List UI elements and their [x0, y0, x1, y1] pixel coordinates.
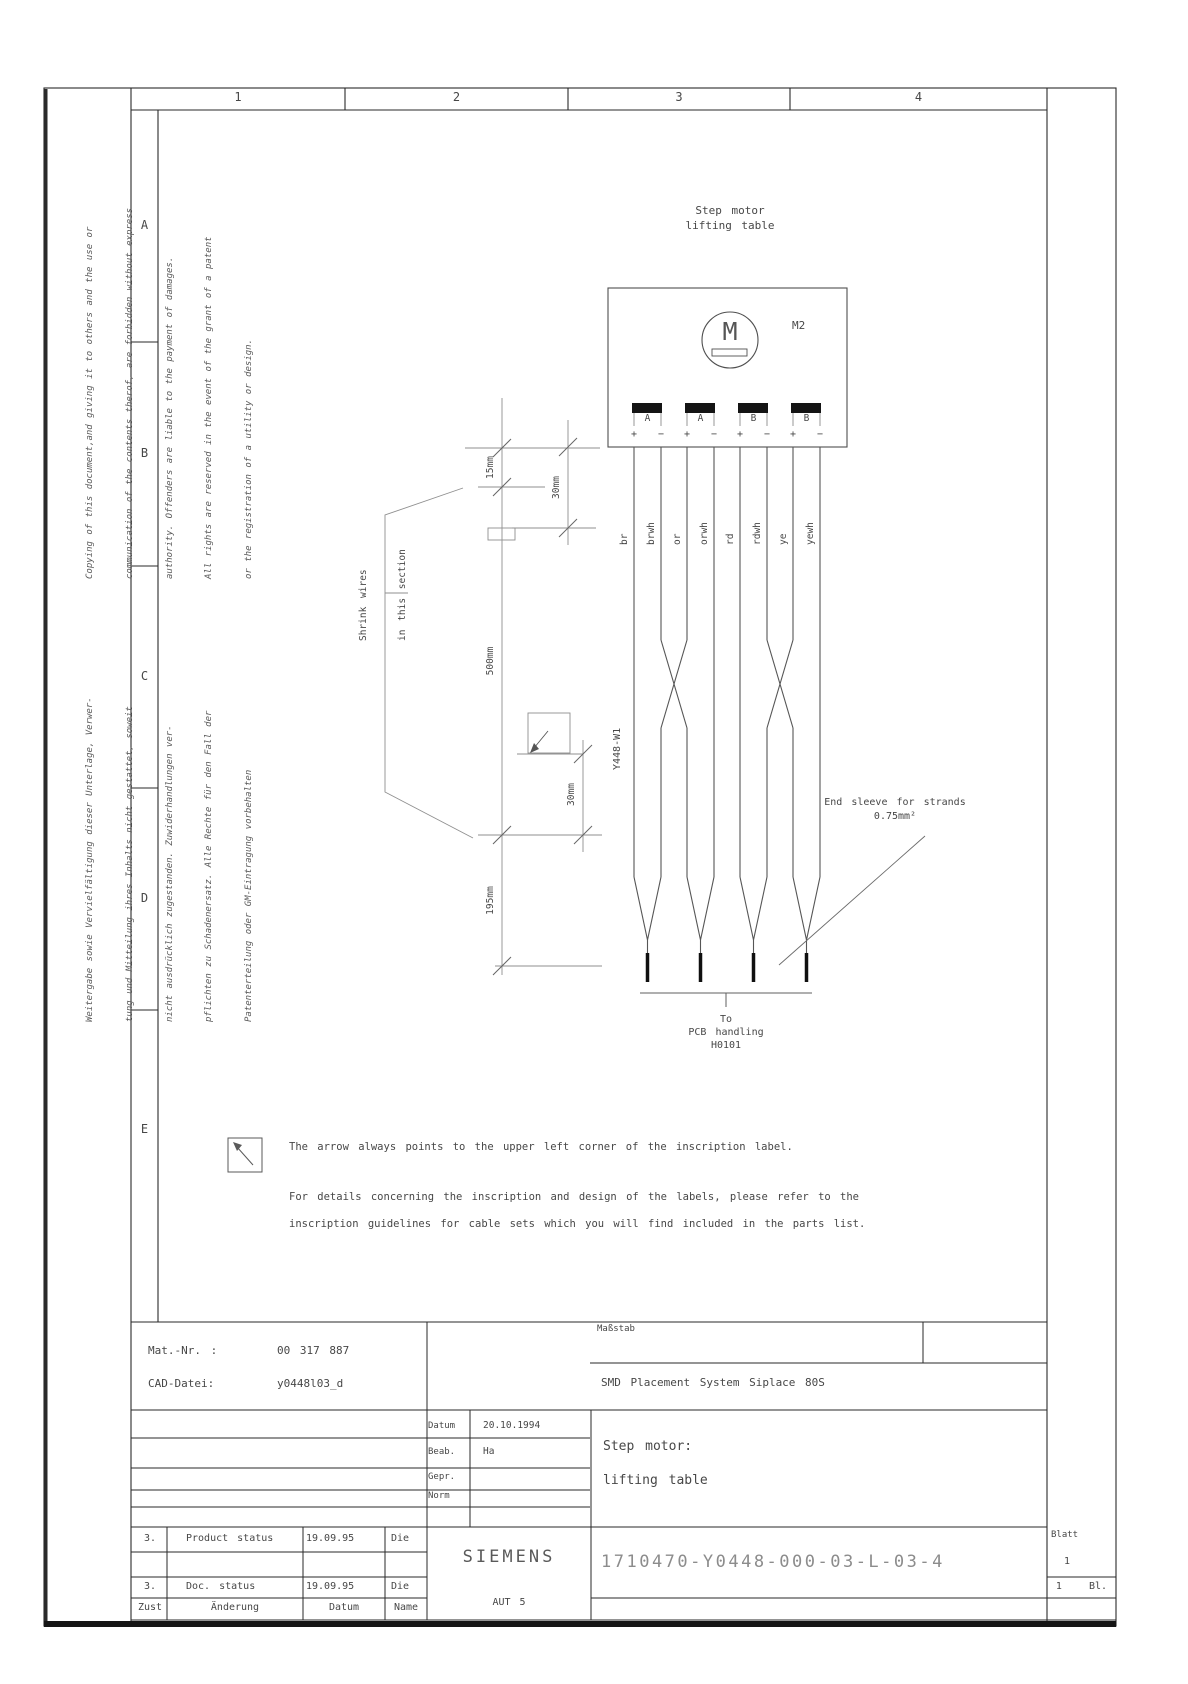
- motor-symbol-letter: M: [722, 317, 738, 346]
- destination-note-line1: To: [719, 1014, 733, 1025]
- revision-date: 19.09.95: [306, 1581, 355, 1592]
- column-marker-4: 4: [914, 90, 923, 104]
- cable-ref-label: Y448-W1: [612, 727, 623, 770]
- row-marker-b: B: [140, 446, 149, 460]
- column-marker-1: 1: [234, 90, 242, 104]
- info-row-value: Ha: [483, 1446, 495, 1457]
- inscription-label-marker: [528, 713, 570, 753]
- polarity-minus: −: [710, 429, 718, 440]
- revision-change: Doc. status: [186, 1581, 256, 1592]
- destination-note-line2: PCB handling: [688, 1027, 764, 1038]
- revision-change: Product status: [186, 1533, 274, 1544]
- row-marker-d: D: [140, 891, 149, 905]
- dim-label-15mm: 15mm: [485, 456, 496, 479]
- end-sleeves: [648, 953, 807, 982]
- motor-ref-label: M2: [792, 319, 806, 332]
- polarity-plus: +: [683, 429, 691, 440]
- massstab-label: Maßstab: [597, 1324, 635, 1334]
- arrow-note-text: The arrow always points to the upper left corner of the inscription label.: [289, 1141, 793, 1153]
- blatt-total: 1 Bl.: [1055, 1581, 1108, 1592]
- label-arrow-icon: [530, 743, 539, 753]
- details-note-line2: inscription guidelines for cable sets which you will find included in the parts list.: [289, 1218, 866, 1230]
- dimension-ticks: [493, 438, 592, 975]
- revision-header-change: Änderung: [210, 1602, 260, 1613]
- system-name: SMD Placement System Siplace 80S: [601, 1376, 825, 1389]
- column-marker-2: 2: [452, 90, 461, 104]
- info-row-label: Gepr.: [428, 1472, 456, 1482]
- terminal-label: A: [644, 413, 651, 424]
- row-marker-e: E: [140, 1122, 149, 1136]
- polarity-plus: +: [630, 429, 638, 440]
- dim-label-30mm-lower: 30mm: [566, 783, 577, 806]
- company-logo: SIEMENS: [462, 1547, 556, 1567]
- terminal-label: B: [750, 413, 757, 424]
- terminal-bars: [632, 403, 821, 413]
- drawing-title-line2: lifting table: [603, 1473, 708, 1488]
- wire-label: ye: [778, 533, 789, 545]
- revision-date: 19.09.95: [306, 1533, 355, 1544]
- destination-bracket: [640, 993, 812, 1007]
- dim-label-195mm: 195mm: [485, 886, 496, 915]
- info-row-label: Norm: [428, 1491, 450, 1501]
- polarity-plus: +: [736, 429, 744, 440]
- department-label: AUT 5: [492, 1597, 526, 1608]
- info-row-value: 20.10.1994: [483, 1420, 541, 1431]
- end-sleeve-note-line2: 0.75mm²: [873, 811, 917, 822]
- polarity-minus: −: [816, 429, 824, 440]
- shrink-note: Shrink wires in this section: [358, 549, 408, 641]
- revision-zust: 3.: [143, 1581, 157, 1592]
- cad-file-label: CAD-Datei:: [148, 1377, 215, 1390]
- revision-header-zust: Zust: [137, 1602, 163, 1613]
- end-sleeve-leader: [779, 836, 925, 965]
- drawing-title-line1: Step motor:: [603, 1439, 693, 1454]
- mat-nr-label: Mat.-Nr. :: [148, 1344, 218, 1357]
- wire-label: or: [672, 533, 683, 545]
- revision-name: Die: [391, 1581, 410, 1592]
- revision-name: Die: [391, 1533, 410, 1544]
- polarity-minus: −: [763, 429, 771, 440]
- revision-zust: 3.: [143, 1533, 157, 1544]
- dim-label-30mm-upper: 30mm: [551, 476, 562, 499]
- polarity-minus: −: [657, 429, 665, 440]
- wire-label: rdwh: [752, 522, 763, 545]
- polarity-plus: +: [789, 429, 797, 440]
- blatt-label: Blatt: [1051, 1530, 1079, 1540]
- dim-label-500mm: 500mm: [485, 646, 496, 676]
- drawing-number: 1710470-Y0448-000-03-L-03-4: [601, 1552, 945, 1572]
- end-sleeve-note-line1: End sleeve for strands: [824, 797, 966, 808]
- terminal-label: A: [697, 413, 704, 424]
- title-block-grid: [131, 1322, 1116, 1620]
- cad-file-value: y0448l03_d: [277, 1377, 344, 1390]
- revision-header-date: Datum: [328, 1602, 360, 1613]
- wire-label: yewh: [805, 522, 816, 545]
- revision-header-name: Name: [393, 1602, 419, 1613]
- column-marker-3: 3: [675, 90, 683, 104]
- wire-label: brwh: [646, 522, 657, 545]
- terminal-label: B: [803, 413, 810, 424]
- margin-note-english: Copying of this document,and giving it to others and the use or communication of the contents therof, are forbidden without express authority. Offenders are liable to the payment of damages. All rights are reserved in the event of the grant of a patent or the registration of a utility or design.: [85, 207, 254, 579]
- arrow-note-icon: [228, 1138, 262, 1172]
- margin-note-german: Weitergabe sowie Vervielfältigung dieser Unterlage, Verwer- tung und Mitteilung ihres Inhalts nicht gestattet, soweit nicht ausdrücklich zugestanden. Zuwiderhandlungen ver- pflichten zu Schadenersatz. Alle Rechte für den Fall der Patenterteilung oder GM-Eintragung vorbehalten: [85, 697, 254, 1022]
- row-marker-a: A: [140, 218, 149, 232]
- destination-note-line3: H0101: [710, 1040, 742, 1051]
- info-row-label: Datum: [428, 1421, 456, 1431]
- mat-nr-value: 00 317 887: [277, 1344, 350, 1357]
- wire-label: orwh: [699, 522, 710, 545]
- wire-label: rd: [725, 533, 736, 545]
- info-row-label: Beab.: [428, 1447, 456, 1457]
- details-note-line1: For details concerning the inscription and design of the labels, please refer to the: [289, 1191, 860, 1203]
- diagram-title-line1: Step motor: [695, 204, 765, 217]
- row-marker-c: C: [140, 669, 149, 683]
- diagram-title-line2: lifting table: [685, 219, 775, 232]
- blatt-value: 1: [1063, 1556, 1071, 1567]
- wire-label: br: [619, 533, 630, 545]
